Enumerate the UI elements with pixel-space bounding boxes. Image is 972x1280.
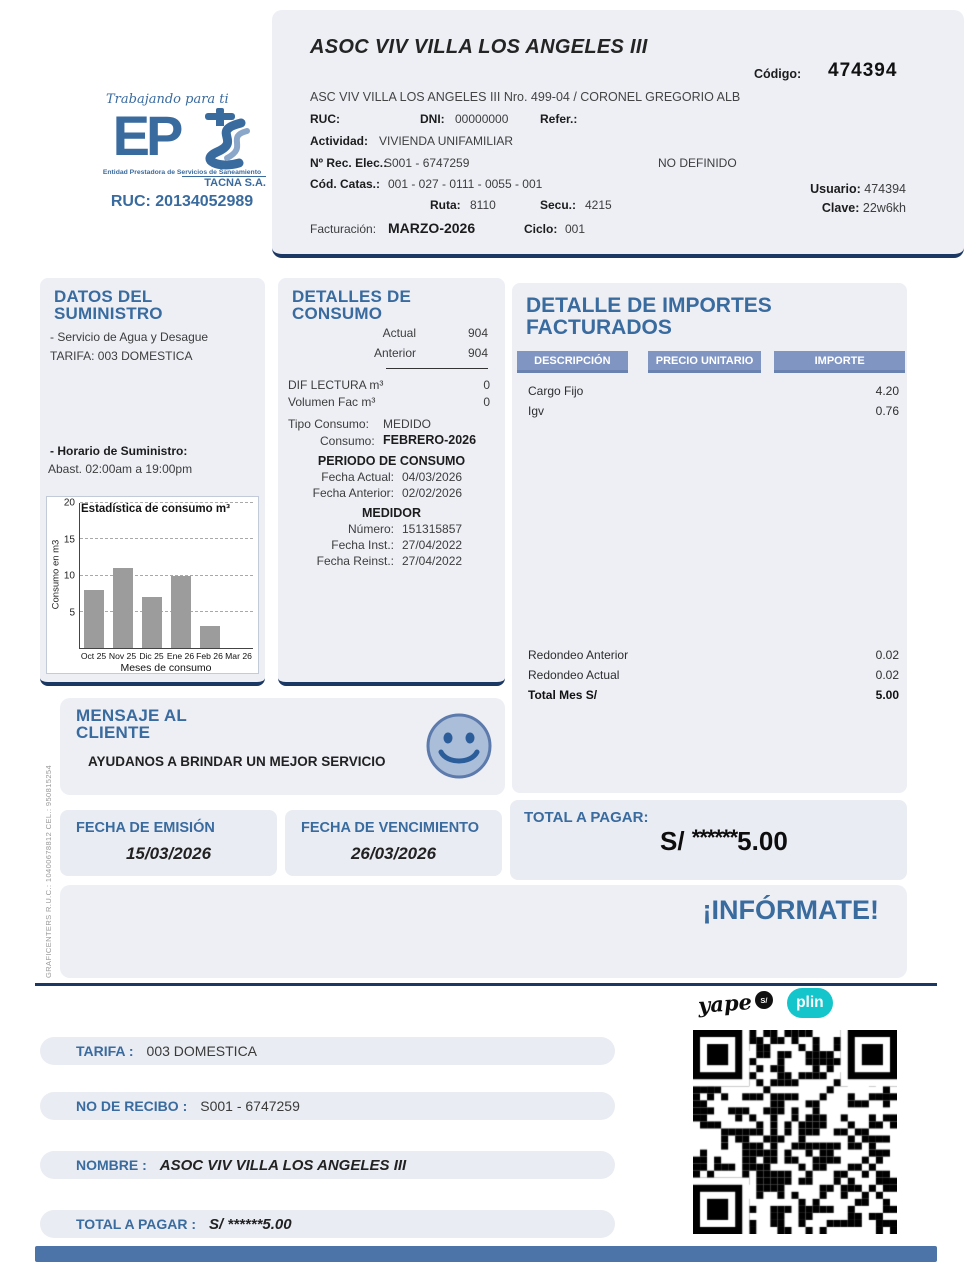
client-address: ASC VIV VILLA LOS ANGELES III Nro. 499-04 / CORONEL GREGORIO ALB	[310, 90, 741, 104]
footer-row-tarifa	[40, 1037, 615, 1065]
catastro-value: 001 - 027 - 0111 - 0055 - 001	[388, 177, 543, 191]
row-importe: 4.20	[875, 384, 899, 399]
table-row	[512, 665, 907, 685]
volumen-value: 0	[483, 395, 490, 409]
logo-tagline: Trabajando para ti	[106, 92, 229, 107]
rec-elec-value: S001 - 6747259	[384, 156, 470, 170]
tipo-consumo-value: MEDIDO	[383, 417, 431, 431]
actividad-label: Actividad:	[310, 134, 369, 148]
mes-consumo-value: FEBRERO-2026	[383, 433, 477, 447]
bottom-bar	[35, 1246, 937, 1262]
chart-x-axis-label: Meses de consumo	[120, 662, 212, 674]
total-pagar-box	[510, 800, 907, 880]
tipo-consumo-label: Tipo Consumo:	[288, 417, 369, 431]
pill-value: ASOC VIV VILLA LOS ANGELES III	[159, 1156, 407, 1174]
row-importe: 0.76	[875, 404, 899, 419]
reading-divider	[386, 368, 488, 369]
logo-ruc: RUC: 20134052989	[110, 193, 254, 210]
actual-value: 904	[467, 326, 488, 340]
fecha-anterior-value: 02/02/2026	[402, 486, 463, 500]
consumo-title: DETALLES DE CONSUMO	[292, 287, 412, 324]
total-mes-value: 5.00	[875, 688, 899, 702]
rec-elec-label: Nº Rec. Elec.:	[310, 156, 388, 170]
print-shop-note: GRAFICENTERS R.U.C.: 10400678812 CEL.: 950815254	[44, 764, 53, 978]
usuario-value: 474394	[864, 182, 906, 196]
codigo-value: 474394	[828, 60, 898, 81]
fecha-emision-label: FECHA DE EMISIÓN	[76, 820, 215, 836]
fecha-reinst-value: 27/04/2022	[402, 554, 463, 568]
amount: 5.00	[737, 826, 788, 856]
datos-suministro-box	[40, 278, 265, 686]
chart-bars	[80, 503, 253, 648]
col-precio-unitario: PRECIO UNITARIO	[648, 351, 762, 373]
fecha-vencimiento-value: 26/03/2026	[350, 844, 437, 863]
pill-value: 003 DOMESTICA	[146, 1043, 258, 1059]
codigo-label: Código:	[754, 67, 802, 81]
yape-logo: yape	[697, 988, 753, 1018]
fecha-emision-value: 15/03/2026	[125, 844, 212, 863]
clave-value: 22w6kh	[862, 201, 906, 215]
fecha-emision-box	[60, 810, 277, 876]
secu-value: 4215	[585, 198, 612, 212]
dif-lectura-label: DIF LECTURA m³	[288, 378, 384, 392]
importes-title: DETALLE DE IMPORTES FACTURADOS	[526, 294, 772, 340]
fecha-actual-label: Fecha Actual:	[321, 470, 394, 484]
row-desc: Cargo Fijo	[528, 384, 584, 399]
logo-brand-text: EP	[112, 104, 180, 167]
medidor-title: MEDIDOR	[361, 506, 422, 520]
ruta-label: Ruta:	[430, 198, 461, 212]
col-importe: IMPORTE	[774, 351, 905, 373]
fecha-inst-label: Fecha Inst.:	[331, 538, 394, 552]
table-row	[512, 645, 907, 665]
medidor-numero-label: Número:	[347, 522, 394, 536]
logo-subtitle: Entidad Prestadora de Servicios de Saneamiento	[102, 169, 262, 176]
anterior-label: Anterior	[373, 346, 416, 360]
pill-label: TARIFA :	[76, 1043, 134, 1059]
row-desc: Redondeo Anterior	[528, 648, 629, 662]
consumption-chart	[46, 496, 259, 674]
mes-consumo-label: Consumo:	[320, 434, 375, 448]
col-descripcion: DESCRIPCIÓN	[517, 351, 628, 373]
client-title: ASOC VIV VILLA LOS ANGELES III	[310, 36, 648, 58]
chart-plot-area	[79, 503, 253, 649]
importes-table-header	[517, 351, 905, 373]
masked-stars: ******	[691, 825, 738, 850]
logo-company: TACNA S.A.	[182, 176, 266, 189]
fecha-reinst-label: Fecha Reinst.:	[316, 554, 394, 568]
footer-separator	[35, 983, 937, 986]
no-definido-text: NO DEFINIDO	[658, 156, 737, 170]
plin-logo: plin	[787, 988, 833, 1018]
dni-label: DNI:	[420, 112, 445, 126]
anterior-value: 904	[467, 346, 488, 360]
fecha-inst-value: 27/04/2022	[402, 538, 463, 552]
chart-y-axis-label: Consumo en m3	[50, 539, 62, 610]
footer-row-recibo	[40, 1092, 615, 1120]
fecha-vencimiento-label: FECHA DE VENCIMIENTO	[301, 820, 480, 836]
chart-title: Estadística de consumo m³	[81, 503, 230, 515]
informate-box	[60, 885, 907, 978]
mensaje-title: MENSAJE AL CLIENTE	[76, 706, 187, 743]
periodo-title: PERIODO DE CONSUMO	[317, 454, 466, 468]
fecha-actual-value: 04/03/2026	[402, 470, 463, 484]
pill-label: NOMBRE :	[76, 1157, 147, 1173]
informate-text: ¡INFÓRMATE!	[702, 895, 879, 925]
clave-label: Clave:	[821, 201, 860, 215]
refer-label: Refer.:	[540, 112, 578, 126]
dif-lectura-value: 0	[483, 378, 490, 392]
facturacion-value: MARZO-2026	[388, 220, 476, 236]
total-mes-row	[512, 685, 907, 705]
catastro-label: Cód. Catas.:	[310, 177, 381, 191]
water-swoosh-icon	[179, 107, 251, 173]
footer-row-total	[40, 1210, 615, 1238]
ruta-value: 8110	[470, 198, 496, 212]
datos-title: DATOS DEL SUMINISTRO	[54, 287, 163, 324]
ciclo-label: Ciclo:	[524, 222, 558, 236]
servicio-line: - Servicio de Agua y Desague	[50, 330, 209, 344]
fecha-anterior-label: Fecha Anterior:	[312, 486, 394, 500]
horario-value: Abast. 02:00am a 19:00pm	[48, 462, 193, 476]
chart-y-ticks: 5 10 15 20	[63, 497, 75, 618]
actual-label: Actual	[382, 326, 416, 340]
mensaje-cliente-box	[60, 698, 505, 795]
row-desc: Redondeo Actual	[528, 668, 620, 682]
medidor-numero-value: 151315857	[402, 522, 463, 536]
yape-badge-icon: S/	[755, 991, 773, 1009]
total-pagar-value	[660, 826, 788, 857]
chart-x-labels: Oct 25 Nov 25 Dic 25 Ene 26 Feb 26 Mar 26	[80, 651, 252, 661]
currency-symbol: S/	[660, 826, 692, 856]
eps-logo	[92, 92, 272, 211]
payment-logos	[698, 988, 833, 1018]
qr-code	[693, 1030, 897, 1234]
volumen-label: Volumen Fac m³	[288, 395, 376, 409]
mensaje-body: AYUDANOS A BRINDAR UN MEJOR SERVICIO	[88, 754, 386, 769]
smiley-face-icon	[425, 712, 493, 780]
footer-row-nombre	[40, 1151, 615, 1179]
importes-facturados-box	[512, 283, 907, 793]
row-desc: Igv	[528, 404, 545, 419]
pill-label: NO DE RECIBO :	[76, 1098, 188, 1114]
row-importe: 0.02	[875, 668, 899, 682]
total-mes-label: Total Mes S/	[528, 688, 598, 702]
tarifa-line: TARIFA: 003 DOMESTICA	[50, 349, 193, 363]
ciclo-value: 001	[565, 222, 586, 236]
pill-label: TOTAL A PAGAR :	[76, 1216, 197, 1232]
actividad-value: VIVIENDA UNIFAMILIAR	[379, 134, 514, 148]
total-pagar-label: TOTAL A PAGAR:	[524, 809, 649, 826]
facturacion-label: Facturación:	[310, 222, 377, 236]
pill-value: S/ ******5.00	[209, 1215, 292, 1233]
table-row	[512, 381, 907, 401]
fecha-vencimiento-box	[285, 810, 502, 876]
dni-value: 00000000	[455, 112, 509, 126]
horario-label: - Horario de Suministro:	[50, 444, 188, 458]
detalles-consumo-box	[278, 278, 505, 686]
usuario-label: Usuario:	[810, 182, 861, 196]
row-importe: 0.02	[875, 648, 899, 662]
secu-label: Secu.:	[540, 198, 577, 212]
table-row	[512, 401, 907, 421]
header-box	[272, 10, 964, 258]
pill-value: S001 - 6747259	[200, 1098, 300, 1114]
ruc-label: RUC:	[310, 112, 340, 126]
